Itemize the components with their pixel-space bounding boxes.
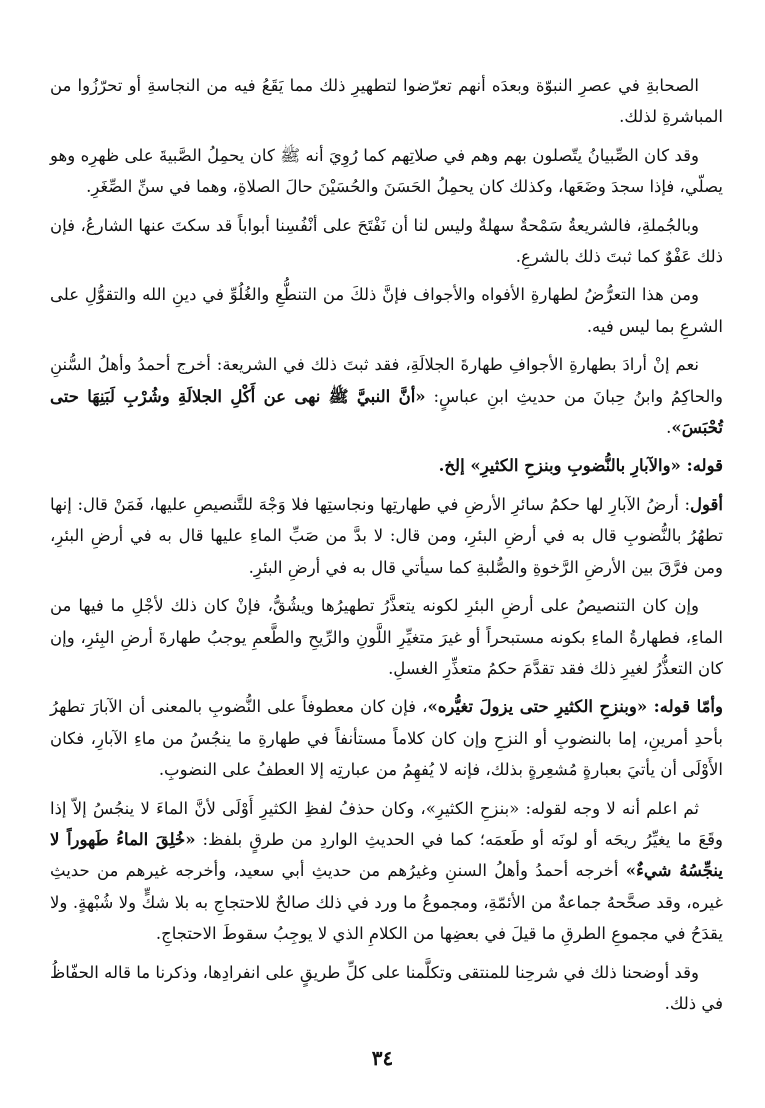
text-run: نعم إنْ أرادَ بطهارةِ الأجوافِ طهارةَ الجلالَةِ، فقد ثبتَ ذلك في الشريعة: أخرج أحمدُ وأهلُ السُّننِ والحاكِمُ وابنُ حِبانَ من حديثِ ابنِ عباسٍ: bbox=[50, 355, 723, 406]
paragraph bbox=[50, 140, 723, 203]
text-run: : أرضُ الآبارِ لها حكمُ سائرِ الأرضِ في طهارتِها ونجاستِها فلا وَجْهَ للتَّنصيصِ عليها، فَمَنْ قال: إنها تطهُرُ بالنُّضوبِ قال به في أرضِ البئرِ، ومن قال: لا بدَّ من صَبِّ الماءِ عليها قال به في أرضِ البئرِ، ومن فرَّقَ بين الأرضِ الرَّخوةِ والصُّلبةِ كما سيأتي قال به في أرضِ البئرِ. bbox=[50, 494, 723, 577]
text-run: الصحابةِ في عصرِ النبوّة وبعدَه أنهم تعرّضوا لتطهيرِ ذلك مما يَقَعُ فيه من النجاسةِ أو تحرّزُوا من المباشرةِ لذلك. bbox=[50, 76, 723, 127]
paragraph bbox=[50, 70, 723, 133]
text-run: وقد كان الصِّبيانُ يتّصلون بهم وهم في صلاتِهم كما رُوِيَ أنه ﷺ كان يحمِلُ الصَّبيةَ على ظهرِه وهو يصلّي، فإذا سجدَ وضَعَها، وكذلك كان يحمِلُ الحَسَنَ والحُسَيْنَ حالَ الصلاةِ، وهما في سنِّ الصِّغَرِ. bbox=[50, 145, 723, 197]
bold-text-run: وأمّا قوله: «وبنزحِ الكثيرِ حتى يزولَ تغيُّره» bbox=[427, 697, 723, 717]
paragraph bbox=[50, 489, 723, 583]
bold-text-run: «أنَّ النبيَّ ﷺ نهى عن أَكْلِ الجلالَةِ وشُرْبِ لَبَنِهَا حتى تُحْبَسَ» bbox=[50, 386, 723, 438]
text-run: ثم اعلم أنه لا وجه لقوله: «بنزحِ الكثيرِ»، وكان حذفُ لفظِ الكثيرِ أَوْلَى لأنَّ الماءَ لا ينجُسُ إلاّ إذا وقَعَ ما يغيِّرُ ريحَه أو لونَه أو طَعمَه؛ كما في الحديثِ الواردِ من طرقٍ بلفظ: bbox=[50, 798, 723, 849]
text-run: وإن كان التنصيصُ على أرضِ البئرِ لكونه يتعذَّرُ تطهيرُها ويشُقُّ، فإنْ كان ذلك لأجْلِ ما فيها من الماءِ، فطهارةُ الماءِ بكونه مستبحراً أو غيرَ متغيِّرِ اللَّونِ والرِّيحِ والطَّعمِ يوجبُ طهارةَ أرضِ البِئرِ، وإن كان التعذُّرُ لغيرِ ذلك فقد تقدَّمَ حكمُ متعذِّرِ الغسلِ. bbox=[50, 596, 723, 678]
paragraph bbox=[50, 957, 723, 1020]
bold-text-run: قوله: «والآبارِ بالنُّضوبِ وبنزحِ الكثيرِ» إلخ. bbox=[438, 456, 723, 476]
text-run: ، فإن كان معطوفاً على النُّضوبِ بالمعنى أن الآبارَ تطهرُ بأحدِ أمرينِ، إما بالنضوبِ أو النزحِ وإن كان كلاماً مستأنفاً في طهارةِ ما ينجُسُ من ماءِ الآبارِ، فكان الأَوْلَى أن يأتيَ بعبارةٍ مُشعِرةٍ بذلك، فإنه لا يُفهِمُ من عبارتِه إلا العطفُ على النضوبِ. bbox=[50, 697, 723, 780]
paragraph bbox=[50, 279, 723, 342]
text-run: وبالجُملةِ، فالشريعةُ سَمْحةٌ سهلةٌ وليس لنا أن نَفْتَحَ على أنْفُسِنا أبواباً قد سكتَ عنها الشارعُ، فإن ذلك عَفْوٌ كما ثبتَ ذلك بالشرعِ. bbox=[50, 215, 723, 267]
paragraph bbox=[50, 590, 723, 684]
bold-text-run: «خُلِقَ الماءُ طَهوراً لا ينجِّسُهُ شيءٌ» bbox=[50, 829, 723, 881]
paragraph bbox=[50, 691, 723, 785]
text-run: ومن هذا التعرُّضُ لطهارةِ الأفواه والأجواف فإنَّ ذلكَ من التنطُّعِ والغُلُوِّ في دينِ الله والتقوُّلِ على الشرعِ بما ليس فيه. bbox=[50, 285, 723, 336]
paragraph bbox=[50, 450, 723, 481]
page-number: ٣٤ bbox=[371, 1046, 394, 1070]
bold-text-run: أقول bbox=[690, 494, 723, 514]
paragraph bbox=[50, 793, 723, 950]
page-body bbox=[50, 70, 723, 1019]
text-run: . bbox=[666, 418, 672, 438]
paragraph bbox=[50, 210, 723, 273]
text-run: أخرجه أحمدُ وأهلُ السننِ وغيرُهم من حديثِ أبي سعيد، وأخرجه غيرهم من حديثِ غيره، وقد صحَّحهُ جماعةٌ من الأئمّةِ، ومجموعُ ما ورد في ذلك صالحٌ للاحتجاجِ به بلا شكٍّ ولا شُبْهةٍ. ولا يقدَحُ في مجموعِ الطرقِ ما قيلَ في بعضِها من الكلامِ الذي لا يوجِبُ سقوطَ الاحتجاجِ. bbox=[50, 861, 723, 944]
paragraph bbox=[50, 349, 723, 443]
text-run: وقد أوضحنا ذلك في شرحِنا للمنتقى وتكلَّمنا على كلِّ طريقٍ على انفرادِها، وذكرنا ما قاله الحفّاظُ في ذلك. bbox=[50, 962, 723, 1013]
